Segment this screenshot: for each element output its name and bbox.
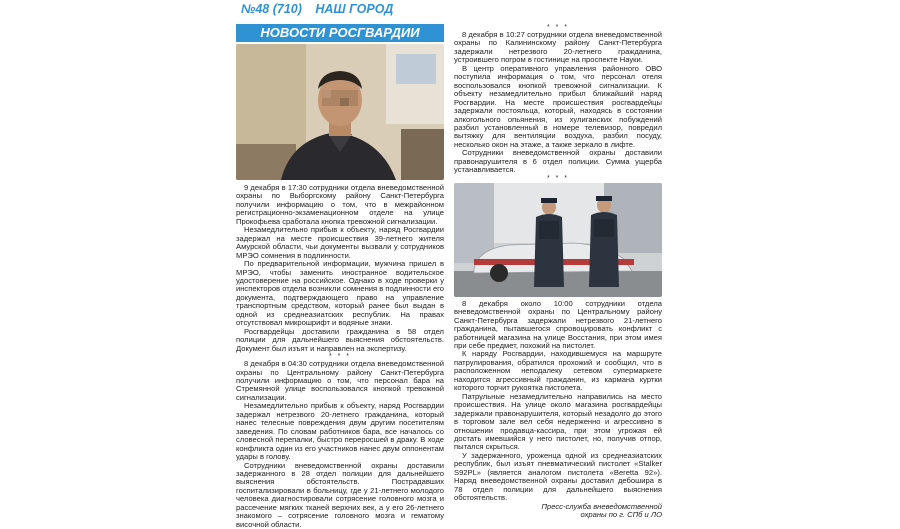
story1-paragraph: По предварительной информации, мужчина пришел в МРЭО, чтобы заменить иностранное водительское удостоверение на российское. Однако в ходе проверки у инспекторов отдела возникли сомнения в подлинности его документа, подтверждающего право на управление транспортным средством, который ранее был выдан в одной из среднеазиатских республик. На правах отсутствовал микрошрифт и водяные знаки. — [236, 260, 444, 328]
separator: * * * — [236, 353, 444, 360]
story1-paragraph: Росгвардейцы доставили гражданина в 58 отдел полиции для дальнейшего выяснения обстоятельств. Документ был изъят и направлен на экспертизу. — [236, 328, 444, 353]
right-column — [454, 24, 662, 519]
story1-paragraph: Незамедлительно прибыв к объекту, наряд Росгвардии задержал на месте происшествия 39-летнего жителя Амурской области, чьи документы вызвали у сотрудников МРЭО сомнения в подлинности. — [236, 226, 444, 260]
story4-paragraph: У задержанного, уроженца одной из среднеазиатских республик, был изъят пневматический пистолет «Stalker S92PL» (является аналогом пистолета «Beretta 92»). Наряд вневедомственной охраны доставил дебошира в 78 отдел полиции для дальнейшего выяснения обстоятельств. — [454, 452, 662, 503]
story3-paragraph: Сотрудники вневедомственной охраны доставили правонарушителя в 6 отдел полиции. Сумма ущерба устанавливается. — [454, 149, 662, 174]
story2-paragraph: 8 декабря в 04:30 сотрудники отдела вневедомственной охраны по Центральному району Санкт-Петербурга получили информацию о том, что персонал бара на Стремянной улице воспользовался кнопкой тревожной сигнализации. — [236, 360, 444, 402]
separator: * * * — [454, 175, 662, 182]
officers-photo — [454, 183, 662, 297]
story4-paragraph: 8 декабря около 10:00 сотрудники отдела вневедомственной охраны по Центральному району Санкт-Петербурга задержали нетрезвого 21-летнего гражданина, пытавшегося спровоцировать конфликт с работницей магазина на улице Восстания, при этом имея при себе предмет, похожий на пистолет. — [454, 300, 662, 351]
story1-paragraph: 9 декабря в 17:30 сотрудники отдела вневедомственной охраны по Выборгскому району Санкт-Петербурга получили информацию о том, что в межрайонном регистрационно-экзаменационном отделе на улице Прокофьева сработала кнопка тревожной сигнализации. — [236, 184, 444, 226]
story3-paragraph: 8 декабря в 10:27 сотрудники отдела вневедомственной охраны по Калининскому району Санкт-Петербурга задержали нетрезвого 20-летнего гражданина, устроившего погром в гостинице на проспекте Науки. — [454, 31, 662, 65]
press-credit: охраны по г. СПб и ЛО — [454, 511, 662, 519]
story4-paragraph: Патрульные незамедлительно направились на место происшествия. На улице около магазина росгвардейцы задержали правонарушителя, который незадолго до этого в торговом зале вел себя недерженно и агрессивно в отношении продавца-кассира, при этом угрожая ей достать имевшийся у него пистолет, но, получив отпор, пытался скрыться. — [454, 393, 662, 452]
section-title: НАШ ГОРОД — [315, 2, 393, 16]
press-credit: Пресс-служба вневедомственной — [454, 503, 662, 511]
story3-paragraph: В центр оперативного управления районного ОВО поступила информация о том, что персонал отеля воспользовался кнопкой тревожной сигнализации. К объекту незамедлительно прибыл ближайший наряд Росгвардии. На месте происшествия росгвардейцы задержали постояльца, который, находясь в состоянии алкогольного опьянения, из хулиганских побуждений разбил установленный в номере телевизор, повредил вытяжку для вентиляции воздуха, разбил посуду, несколько окон на этаже, а также зеркало в лифте. — [454, 65, 662, 150]
story4-paragraph: К наряду Росгвардии, находившемуся на маршруте патрулирования, обратился прохожий и сообщил, что в расположенном неподалеку сетевом супермаркете находится агрессивный гражданин, из кармана куртки которого торчит рукоятка пистолета. — [454, 350, 662, 392]
issue-number: №48 (710) — [241, 2, 302, 16]
newspaper-page — [236, 0, 666, 500]
story2-paragraph: Сотрудники вневедомственной охраны доставили задержанного в 28 отдел полиции для дальнейшего выяснения обстоятельств. Пострадавших госпитализировали в больницу, где у 21-летнего молодого человека диагностировали сотрясение головного мозга и рассечение мягких тканей верхних век, а у его 26-летнего знакомого – сотрясение головного мозга и гематому височной области. — [236, 462, 444, 529]
separator: * * * — [454, 24, 662, 31]
news-banner: НОВОСТИ РОСГВАРДИИ — [236, 24, 444, 42]
detainee-photo — [236, 44, 444, 180]
issue-header — [241, 2, 403, 16]
left-column — [236, 184, 444, 529]
story2-paragraph: Незамедлительно прибыв к объекту, наряд Росгвардии задержал нетрезвого 20-летнего гражданина, который нанес телесные повреждения двум другим посетителям заведения. По словам работников бара, все началось со словесной перепалки, быстро переросшей в драку. В ходе конфликта один из его участников нанес двум оппонентам удары в голову. — [236, 402, 444, 461]
